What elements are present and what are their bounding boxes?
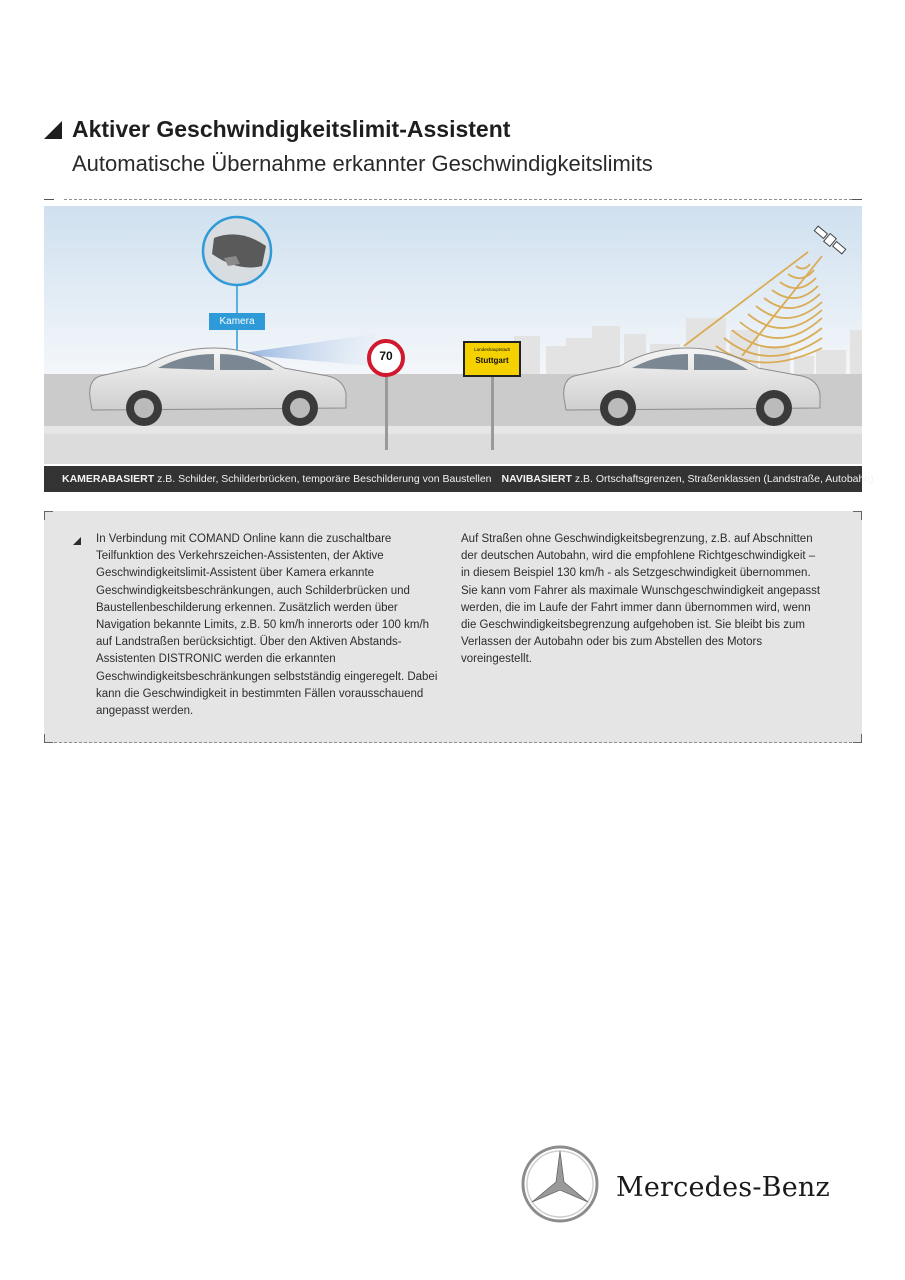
corner-mark [853,511,862,520]
body-text-right: Auf Straßen ohne Geschwindigkeitsbegrenzung, z.B. auf Abschnitten der deutschen Autobahn, wird die empfohlene Richtgeschwindigkeit – in diesem Beispiel 130 km/h - als Setzgeschwindigkeit übernommen. Sie kann vom Fahrer als maximale Wunschgeschwindigkeit angepasst werden, die im Laufe der Fahrt immer dann übernommen wird, wenn die Geschwindigkeitsbegrenzung aufgehoben ist. Sie bleibt bis zum Verlassen der Autobahn oder bis zum Abstellen des Motors voreingestellt. [461,533,821,666]
caption-bar [44,466,874,492]
corner-mark [44,511,53,520]
speed-sign-value: 70 [379,349,393,363]
illustration [44,206,862,464]
town-sign-name: Stuttgart [475,356,509,365]
bottom-divider [54,742,852,743]
mercedes-star-icon [520,1144,602,1226]
caption-navi-text: z.B. Ortschaftsgrenzen, Straßenklassen (Landstraße, Autobahn) [571,473,874,485]
body-text-left: In Verbindung mit COMAND Online kann die zuschaltbare Teilfunktion des Verkehrszeichen-Assistenten, der Aktive Geschwindigkeitslimit-Assistent über Kamera erkannte Geschwindigkeitsbeschränkungen, auch Schilderbrücken und Baustellenbeschilderung erkennen. Zusätzlich werden über Navigation bekannte Limits, z.B. 50 km/h innerorts oder 100 km/h auf Landstraßen berücksichtigt. Über den Aktiven Abstands-Assistenten DISTRONIC werden die erkannten Geschwindigkeitsbeschränkungen selbstständig eingeregelt. Dabei kann die Geschwindigkeit in bestimmten Fällen vorausschauend angepasst werden. [96,533,438,718]
caption-camera-heading: KAMERABASIERT [62,473,155,485]
page-subtitle: Automatische Übernahme erkannter Geschwindigkeitslimits [72,151,653,176]
camera-label: Kamera [219,316,255,327]
caption-navi [502,473,874,485]
caption-navi-heading: NAVIBASIERT [501,473,572,485]
brand-logo [520,1144,840,1226]
title-triangle-icon [44,121,62,139]
info-box [44,511,862,743]
town-sign-small-text: Landeshauptstadt [474,347,510,352]
title-row [44,116,864,143]
top-divider [64,199,862,200]
page-title: Aktiver Geschwindigkeitslimit-Assistent [72,116,511,142]
page-header [44,116,864,177]
divider-tick-right [852,199,862,200]
illustration-svg [44,206,862,464]
brand-name: Mercedes-Benz [616,1172,830,1203]
caption-camera [62,473,492,485]
bullet-triangle-icon [73,537,81,545]
corner-mark [853,734,862,743]
caption-camera-text: z.B. Schilder, Schilderbrücken, temporäre Beschilderung von Baustellen [154,473,492,485]
divider-tick-left [44,199,54,200]
corner-mark [44,734,53,743]
